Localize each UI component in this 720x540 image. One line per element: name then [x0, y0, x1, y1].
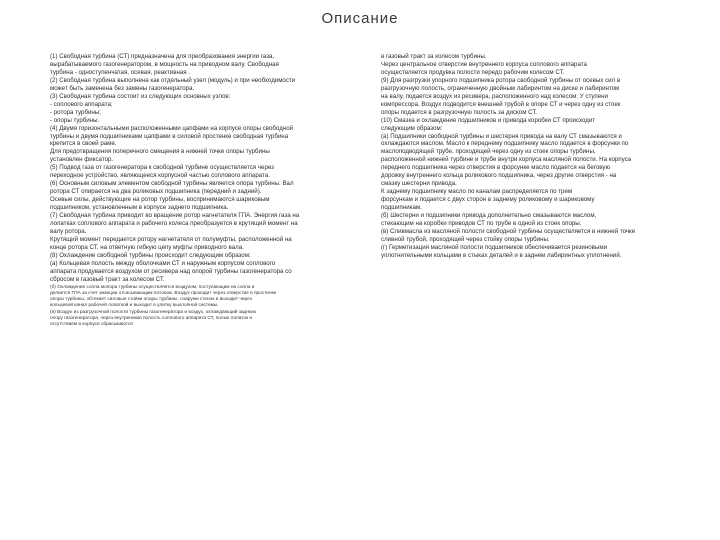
paragraph: (6) Основным силовым элементом свободной турбины является опора турбины. Вал ротора СТ опирается на два роликовых подшипника (передний и задний). Осевые силы, действующие на ротор турбины, воспринимаются шариковым подшипником, установленным в корпусе заднего подшипника.	[50, 180, 294, 212]
paragraph: (1) Свободная турбина (СТ) предназначена для преобразования энергии газа, вырабатываемого газогенератором, в мощность на приводном валу. Свободная турбина - одноступенчатая, осевая, реактивная .	[50, 53, 279, 76]
paragraph: (8) Охлаждение свободной турбины происходит следующим образом: (а) Кольцевая полость между оболочками СТ и наружным корпусом соплового аппарата продувается воздухом от ресивера над опорой турбины газогенератора со сбросом в газовый тракт за колесом СТ.	[50, 251, 292, 283]
paragraph: (4) Двумя горизонтальными расположенными цапфами на корпусе опоры свободной турбины и двумя подшипниками цапфами в силовой простенке свободная турбина крепится в своей раме. Для предотвращения поперечного смещения в нижней точке опоры турбины установлен фиксатор.	[50, 124, 294, 164]
small-paragraph: (в) Воздух из разгрузочной полости турбины газогенератора и воздух, охлаждающий заднюю опору газогенератора, через внутреннюю полость соплового аппарата СТ, полых лопаток и отсутствием в корпусе сбрасываются	[50, 310, 257, 328]
page-title: Описание	[321, 10, 399, 27]
paragraph: (г) Герметизация масляной полости подшипников обеспечивается резиновыми уплотнительными кольцами в стыках деталей и в заднем лабиринтных уплотнений.	[381, 243, 622, 259]
paragraph: (б) Шестерни и подшипники привода дополнительно смазываются маслом, стекающим на коробки приводов СТ по трубе в одной из стоек опоры.	[381, 212, 597, 228]
paragraph: (3) Свободная турбина состоит из следующих основных узлов: - соплового аппарата; - ротора турбины; - опоры турбины.	[50, 92, 231, 124]
paragraph: (2) Свободная турбина выполнена как отдельный узел (модуль) и при необходимости может быть заменена без замены газогенератора.	[50, 76, 296, 92]
paragraph: (10) Смазка и охлаждение подшипников и привода коробки СТ происходит следующим образом: (а) Подшипники свободной турбины и шестерня привода на валу СТ смазываются и охлаждаются маслом. Масло к переднему подшипнику масло подается в форсунки по маслоподводящей трубе, проходящей через одну из стоек опоры турбины, расположенной нижней турбине и трубе внутри корпуса масляной полости. На корпуса переднего подшипника через отверстия в форсунке масло подается на беговую дорожку внутреннего кольца роликового подшипника, через другие отверстия - на смазку шестерни привода. К заднему подшипнику масло по каналам распределяется по трем форсункам и подается с двух сторон в заднему роликовому и шариковому подшипникам.	[381, 116, 632, 212]
right-column	[381, 53, 673, 260]
paragraph: (в) Сливмасла из масляной полости свободной турбины осуществляется в нижней точке сливной трубой, проходящей через стойку опоры турбины.	[381, 227, 636, 243]
paragraph: (9) Для разгрузки упорного подшипника ротора свободной турбины от осевых сил в разгрузочную полость, ограниченную двойным лабиринтом на диске и лабиринтом на валу, подается воздух из ресивера, расположенного над колесом. У ступени компрессора. Воздух подводится внешней трубой в опоре СТ и через одну из стоек опоры подается в разгрузочную полость за диском СТ.	[381, 76, 621, 116]
paragraph: в газовый тракт за колесом турбины. Через центральное отверстие внутреннего корпуса соплового аппарата осуществляется продувка полости передо рабочим колесом СТ.	[381, 53, 587, 76]
paragraph: (5) Подвод газа от газогенератора к свободной турбине осуществляется через переходное устройство, являющееся корпусной частью соплового аппарата.	[50, 164, 274, 180]
paragraph: (7) Свободная турбина приводит во вращение ротор нагнетателя ГПА. Энергия газа на лопатках соплового аппарата и рабочего колеса преобразуется в крутящий момент на валу ротора. Крутящий момент передается ротору нагнетателя от полумуфты, расположенной на конце ротора СТ, на ответную гибкую цепу муфты приводного вала.	[50, 212, 300, 251]
left-column	[50, 53, 346, 328]
small-paragraph: (б) Охлаждение сопла мопора турбины осуществляется воздухом, поступающим на сопла и делается ГПА за счет эжекции отсасывающим потоком. Воздух проходит через отверстие в простенке опоры турбины, обтекает силовые стойки опоры турбины, снаружи стенок и выходит через кольцевой канал рабочей лопаткой и выходит в улитку выхлопной системы.	[50, 284, 277, 308]
